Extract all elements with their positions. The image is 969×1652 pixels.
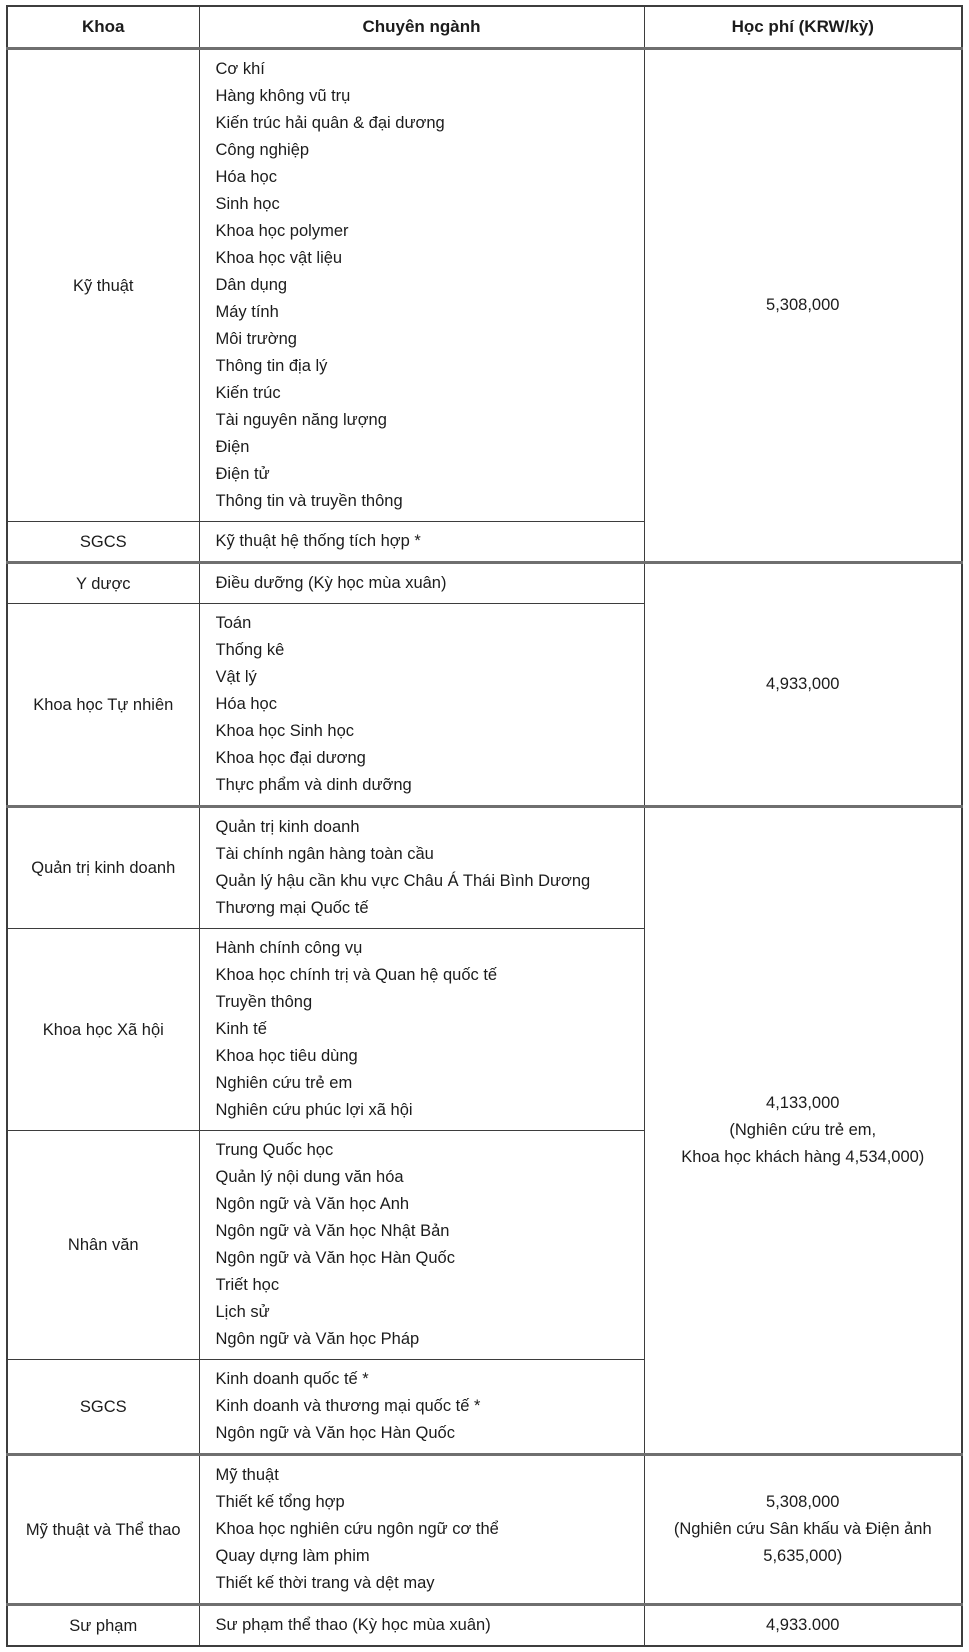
major-item: Quản lý nội dung văn hóa: [215, 1168, 404, 1186]
major-item: Ngôn ngữ và Văn học Hàn Quốc: [215, 1424, 455, 1442]
header-hoc-phi: Học phí (KRW/kỳ): [644, 6, 962, 49]
department-cell: Khoa học Tự nhiên: [7, 604, 199, 807]
fee-cell: [644, 563, 962, 807]
major-item: Ngôn ngữ và Văn học Anh: [215, 1195, 410, 1213]
major-item: Thiết kế thời trang và dệt may: [215, 1574, 435, 1592]
major-item: Cơ khí: [215, 60, 265, 78]
major-item: Máy tính: [215, 303, 279, 321]
table-row: [7, 1605, 962, 1647]
majors-cell: [199, 1131, 644, 1360]
fee-line: 5,308,000: [766, 296, 840, 314]
major-item: Công nghiệp: [215, 141, 310, 159]
majors-cell: [199, 1605, 644, 1647]
fee-cell: [644, 1455, 962, 1605]
majors-cell: [199, 807, 644, 929]
department-cell: Quản trị kinh doanh: [7, 807, 199, 929]
major-item: Môi trường: [215, 330, 297, 348]
fee-cell: [644, 49, 962, 563]
majors-cell: [199, 563, 644, 604]
tuition-table: [6, 5, 963, 1647]
major-item: Dân dụng: [215, 276, 288, 294]
table-row: [7, 49, 962, 522]
fee-line: (Nghiên cứu Sân khấu và Điện ảnh: [673, 1520, 932, 1538]
department-cell: Kỹ thuật: [7, 49, 199, 522]
major-item: Thống kê: [215, 641, 285, 659]
department-cell: SGCS: [7, 522, 199, 563]
major-item: Hàng không vũ trụ: [215, 87, 351, 105]
table-row: [7, 1455, 962, 1605]
department-cell: SGCS: [7, 1360, 199, 1455]
department-cell: Y dược: [7, 563, 199, 604]
fee-line: Khoa học khách hàng 4,534,000): [681, 1148, 925, 1166]
major-item: Thông tin địa lý: [215, 357, 328, 375]
department-cell: Khoa học Xã hội: [7, 929, 199, 1131]
major-item: Khoa học đại dương: [215, 749, 366, 767]
department-cell: Nhân văn: [7, 1131, 199, 1360]
major-item: Nghiên cứu trẻ em: [215, 1074, 353, 1092]
major-item: Ngôn ngữ và Văn học Pháp: [215, 1330, 420, 1348]
major-item: Kinh tế: [215, 1020, 267, 1038]
table-row: [7, 807, 962, 929]
major-item: Kinh doanh quốc tế *: [215, 1370, 369, 1388]
fee-line: 4,133,000: [766, 1094, 840, 1112]
fee-line: 5,308,000: [766, 1493, 840, 1511]
table-header: [7, 6, 962, 49]
major-item: Kiến trúc hải quân & đại dương: [215, 114, 445, 132]
header-chuyen-nganh: Chuyên ngành: [199, 6, 644, 49]
major-item: Khoa học polymer: [215, 222, 349, 240]
department-cell: Sư phạm: [7, 1605, 199, 1647]
table-row: [7, 563, 962, 604]
major-item: Kiến trúc: [215, 384, 281, 402]
major-item: Điện: [215, 438, 250, 456]
fee-line: 4,933.000: [766, 1616, 840, 1634]
major-item: Thiết kế tổng hợp: [215, 1493, 345, 1511]
majors-cell: [199, 49, 644, 522]
major-item: Quản trị kinh doanh: [215, 818, 360, 836]
fee-line: 4,933,000: [766, 675, 840, 693]
fee-line: 5,635,000): [763, 1547, 843, 1565]
major-item: Hành chính công vụ: [215, 939, 363, 957]
major-item: Điều dưỡng (Kỳ học mùa xuân): [215, 574, 447, 592]
major-item: Khoa học nghiên cứu ngôn ngữ cơ thể: [215, 1520, 499, 1538]
majors-cell: [199, 929, 644, 1131]
table-body: [7, 49, 962, 1647]
majors-cell: [199, 1360, 644, 1455]
major-item: Triết học: [215, 1276, 280, 1294]
header-row: [7, 6, 962, 49]
major-item: Quản lý hậu cần khu vực Châu Á Thái Bình Dương: [215, 872, 591, 890]
major-item: Hóa học: [215, 168, 277, 186]
major-item: Khoa học tiêu dùng: [215, 1047, 358, 1065]
majors-cell: [199, 522, 644, 563]
fee-line: (Nghiên cứu trẻ em,: [729, 1121, 877, 1139]
major-item: Hóa học: [215, 695, 277, 713]
major-item: Khoa học vật liệu: [215, 249, 343, 267]
major-item: Khoa học chính trị và Quan hệ quốc tế: [215, 966, 498, 984]
major-item: Nghiên cứu phúc lợi xã hội: [215, 1101, 413, 1119]
major-item: Lịch sử: [215, 1303, 270, 1321]
major-item: Ngôn ngữ và Văn học Nhật Bản: [215, 1222, 450, 1240]
major-item: Điện tử: [215, 465, 270, 483]
major-item: Thực phẩm và dinh dưỡng: [215, 776, 412, 794]
major-item: Ngôn ngữ và Văn học Hàn Quốc: [215, 1249, 455, 1267]
department-cell: Mỹ thuật và Thể thao: [7, 1455, 199, 1605]
major-item: Khoa học Sinh học: [215, 722, 355, 740]
major-item: Vật lý: [215, 668, 257, 686]
major-item: Trung Quốc học: [215, 1141, 334, 1159]
fee-cell: [644, 807, 962, 1455]
major-item: Tài chính ngân hàng toàn cầu: [215, 845, 434, 863]
major-item: Thông tin và truyền thông: [215, 492, 403, 510]
majors-cell: [199, 604, 644, 807]
major-item: Thương mại Quốc tế: [215, 899, 369, 917]
major-item: Truyền thông: [215, 993, 313, 1011]
major-item: Mỹ thuật: [215, 1466, 279, 1484]
major-item: Toán: [215, 614, 252, 632]
major-item: Quay dựng làm phim: [215, 1547, 370, 1565]
header-khoa: Khoa: [7, 6, 199, 49]
major-item: Sư phạm thể thao (Kỳ học mùa xuân): [215, 1616, 491, 1634]
majors-cell: [199, 1455, 644, 1605]
major-item: Sinh học: [215, 195, 280, 213]
major-item: Kỹ thuật hệ thống tích hợp *: [215, 532, 421, 550]
fee-cell: [644, 1605, 962, 1647]
major-item: Tài nguyên năng lượng: [215, 411, 387, 429]
major-item: Kinh doanh và thương mại quốc tế *: [215, 1397, 481, 1415]
